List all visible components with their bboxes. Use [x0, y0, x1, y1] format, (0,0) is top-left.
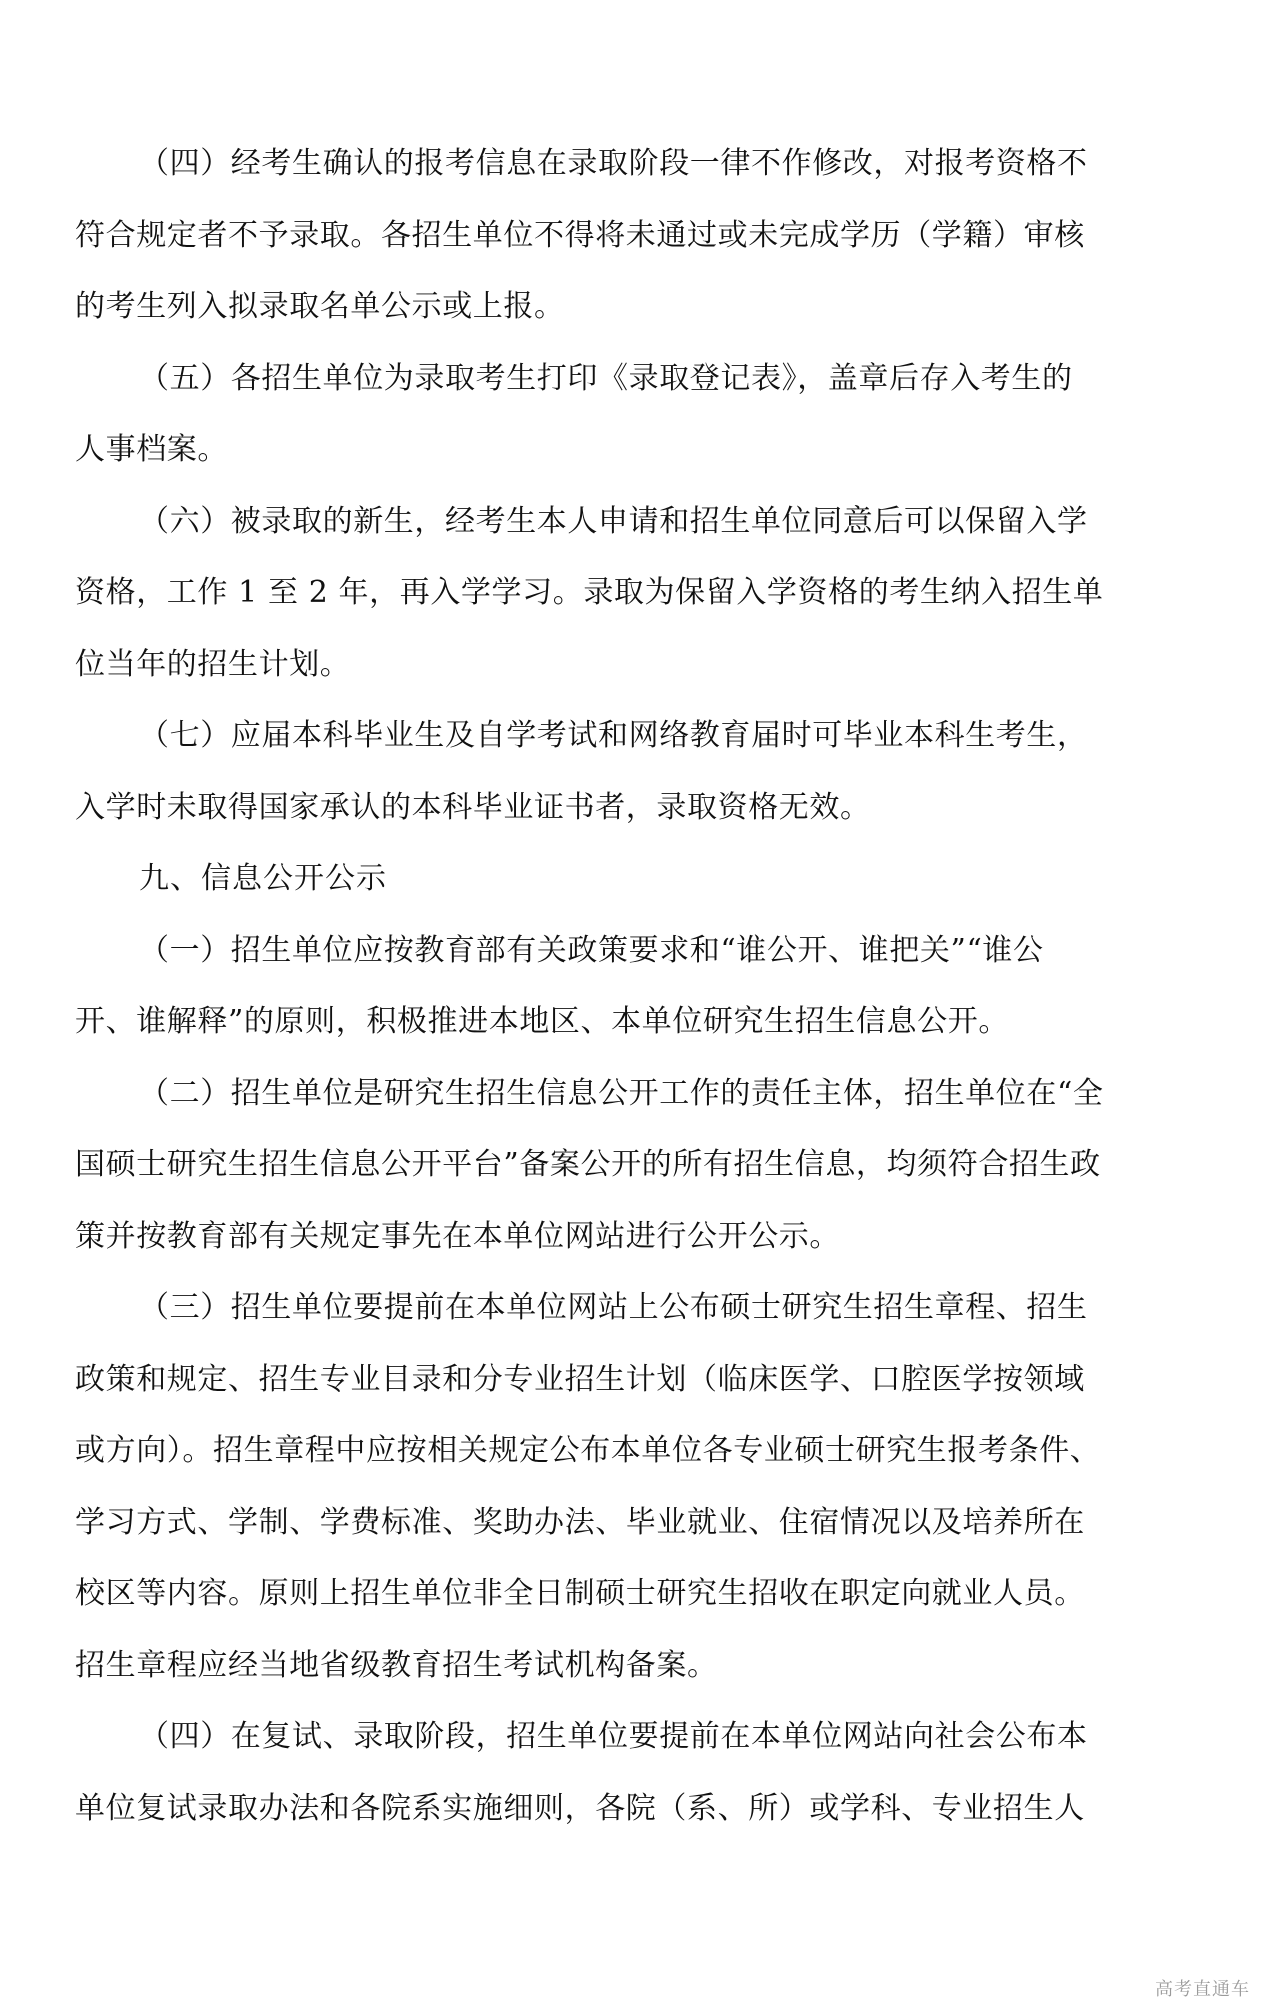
text-line: （一）招生单位应按教育部有关政策要求和“谁公开、谁把关”“谁公 — [139, 932, 1044, 968]
text-line: 或方向）。招生章程中应按相关规定公布本单位各专业硕士研究生报考条件、 — [75, 1433, 1101, 1468]
paragraph-6 — [75, 486, 1165, 701]
section-paragraph-3 — [75, 1272, 1165, 1701]
text-line: 国硕士研究生招生信息公开平台”备案公开的所有招生信息，均须符合招生政 — [75, 1147, 1101, 1182]
text-line: 招生章程应经当地省级教育招生考试机构备案。 — [75, 1647, 718, 1683]
text-line: 人事档案。 — [75, 432, 228, 467]
text-line: 资格，工作 1 至 2 年，再入学学习。录取为保留入学资格的考生纳入招生单 — [75, 575, 1104, 610]
text-line: 入学时未取得国家承认的本科毕业证书者，录取资格无效。 — [75, 789, 871, 825]
text-line: 单位复试录取办法和各院系实施细则，各院（系、所）或学科、专业招生人 — [75, 1790, 1085, 1826]
text-line: （七）应届本科毕业生及自学考试和网络教育届时可毕业本科生考生， — [139, 718, 1088, 753]
paragraph-5 — [75, 343, 1165, 486]
paragraph-7 — [75, 700, 1165, 843]
text-line: 策并按教育部有关规定事先在本单位网站进行公开公示。 — [75, 1218, 840, 1254]
text-line: 位当年的招生计划。 — [75, 646, 351, 682]
section-paragraph-1 — [75, 915, 1165, 1058]
document-body — [75, 128, 1165, 1844]
text-line: （六）被录取的新生，经考生本人申请和招生单位同意后可以保留入学 — [139, 503, 1088, 539]
text-line: （四）经考生确认的报考信息在录取阶段一律不作修改，对报考资格不 — [139, 146, 1088, 181]
text-line: （二）招生单位是研究生招生信息公开工作的责任主体，招生单位在“全 — [139, 1075, 1104, 1111]
text-line: （四）在复试、录取阶段，招生单位要提前在本单位网站向社会公布本 — [139, 1719, 1088, 1754]
section-paragraph-2 — [75, 1058, 1165, 1273]
section-heading: 九、信息公开公示 — [139, 861, 387, 896]
text-line: 校区等内容。原则上招生单位非全日制硕士研究生招收在职定向就业人员。 — [75, 1576, 1085, 1611]
text-line: 开、谁解释”的原则，积极推进本地区、本单位研究生招生信息公开。 — [75, 1004, 1009, 1039]
section-paragraph-4 — [75, 1701, 1165, 1844]
text-line: 学习方式、学制、学费标准、奖助办法、毕业就业、住宿情况以及培养所在 — [75, 1504, 1085, 1540]
text-line: （五）各招生单位为录取考生打印《录取登记表》，盖章后存入考生的 — [139, 360, 1073, 396]
paragraph-4 — [75, 128, 1165, 343]
text-line: （三）招生单位要提前在本单位网站上公布硕士研究生招生章程、招生 — [139, 1290, 1088, 1325]
text-line: 的考生列入拟录取名单公示或上报。 — [75, 289, 565, 324]
text-line: 政策和规定、招生专业目录和分专业招生计划（临床医学、口腔医学按领域 — [75, 1361, 1085, 1397]
watermark: 高考直通车 — [1155, 1979, 1250, 2000]
text-line: 符合规定者不予录取。各招生单位不得将未通过或未完成学历（学籍）审核 — [75, 217, 1085, 253]
